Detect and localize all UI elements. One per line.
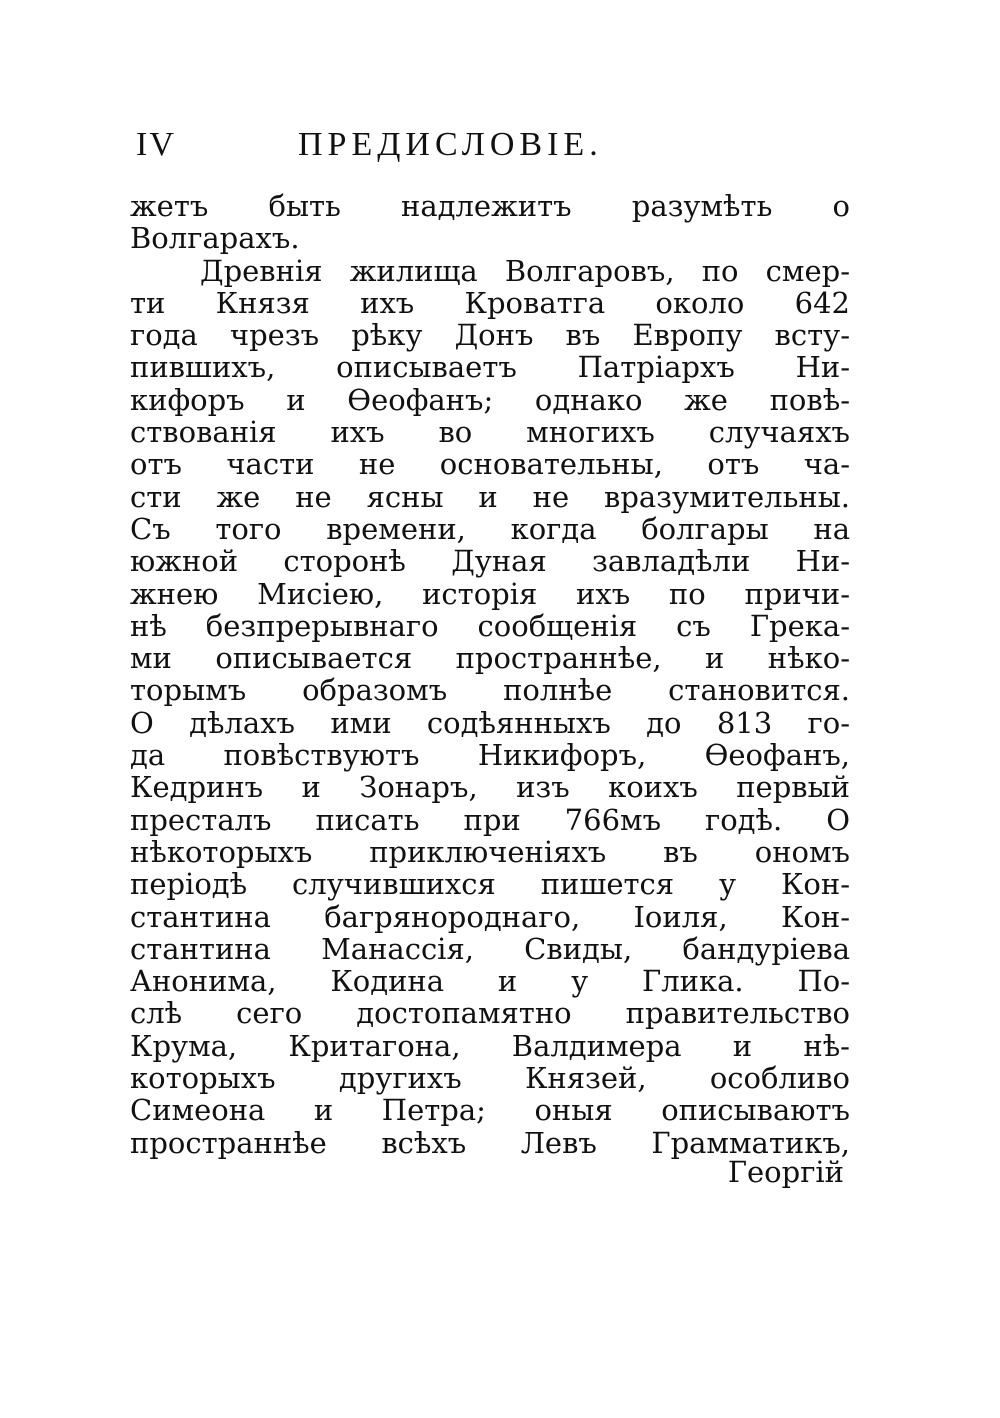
running-title: ПРЕДИСЛОВІЕ. bbox=[298, 126, 603, 163]
text-line: южной сторонѣ Дуная завладѣли Ни- bbox=[130, 544, 850, 579]
text-line: пространнѣе всѣхъ Левъ Грамматикъ, bbox=[130, 1125, 850, 1160]
text-line: Анонима, Кодина и у Глика. По- bbox=[130, 964, 850, 999]
text-line: Съ того времени, когда болгары на bbox=[130, 511, 850, 546]
body-text bbox=[130, 190, 850, 1159]
text-line: года чрезъ рѣку Донъ въ Европу всту- bbox=[130, 318, 850, 353]
text-line: жетъ быть надлежитъ разумѣть о bbox=[130, 189, 850, 223]
text-line: сти же не ясны и не вразумительны. bbox=[130, 479, 850, 514]
catchword: Георгій bbox=[727, 1155, 844, 1189]
text-line: періодѣ случившихся пишется у Кон- bbox=[130, 867, 850, 902]
text-line: жнею Мисіею, исторія ихъ по причи- bbox=[130, 576, 850, 611]
text-line: престалъ писать при 766мъ годѣ. О bbox=[130, 802, 850, 837]
text-line: нѣкоторыхъ приключеніяхъ въ ономъ bbox=[130, 834, 850, 869]
text-line: ствованія ихъ во многихъ случаяхъ bbox=[130, 415, 850, 450]
text-line: стантина багрянороднаго, Іоиля, Кон- bbox=[130, 899, 850, 934]
text-line: да повѣствуютъ Никифоръ, Өеофанъ, bbox=[130, 738, 850, 773]
text-line: Кедринъ и Зонаръ, изъ коихъ первый bbox=[130, 770, 850, 805]
text-line: пившихъ, описываетъ Патріархъ Ни- bbox=[130, 350, 850, 385]
text-line: Древнія жилища Волгаровъ, по смер- bbox=[200, 253, 850, 288]
text-line: Симеона и Петра; оныя описываютъ bbox=[130, 1093, 850, 1128]
text-line: отъ части не основательны, отъ ча- bbox=[130, 447, 850, 482]
text-line: О дѣлахъ ими содѣянныхъ до 813 го- bbox=[130, 705, 850, 740]
text-line: стантина Манассія, Свиды, бандуріева bbox=[130, 931, 850, 966]
text-line: нѣ безпрерывнаго сообщенія съ Грека- bbox=[130, 608, 850, 643]
text-line: Крума, Критагона, Валдимера и нѣ- bbox=[130, 1028, 850, 1063]
page-number: IV bbox=[136, 126, 176, 163]
text-line: ми описывается пространнѣе, и нѣко- bbox=[130, 641, 850, 676]
text-line: которыхъ другихъ Князей, особливо bbox=[130, 1061, 850, 1096]
text-line: кифоръ и Өеофанъ; однако же повѣ- bbox=[130, 382, 850, 417]
text-line: Волгарахъ. bbox=[130, 221, 300, 256]
page-header bbox=[136, 126, 696, 170]
text-line: торымъ образомъ полнѣе становится. bbox=[130, 673, 850, 708]
text-line: ти Князя ихъ Кроватга около 642 bbox=[130, 285, 850, 320]
text-line: слѣ сего достопамятно правительство bbox=[130, 996, 850, 1031]
